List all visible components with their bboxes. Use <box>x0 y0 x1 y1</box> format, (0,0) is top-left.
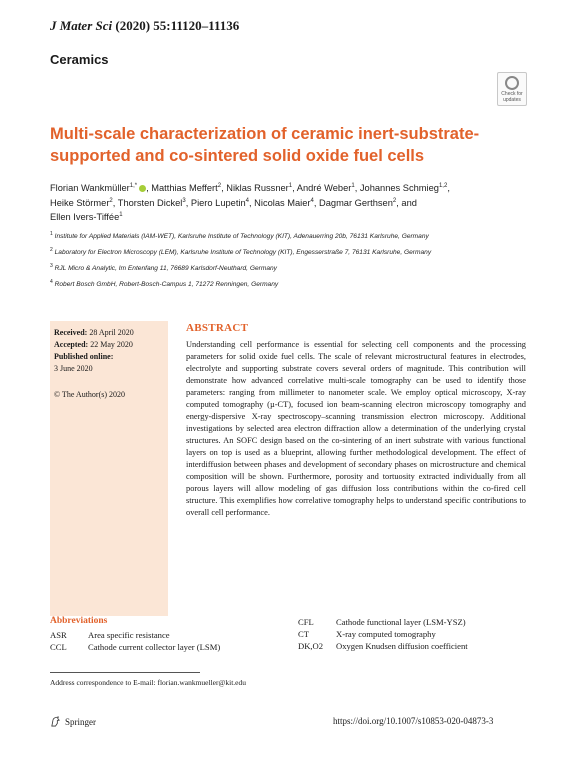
affiliation-num: 1 <box>50 231 53 237</box>
author-sup: 1,2 <box>438 183 448 189</box>
author-sup: 3 <box>182 197 186 204</box>
accepted-date <box>54 339 168 351</box>
publisher-name: Springer <box>65 716 96 727</box>
affiliation-item <box>50 228 530 244</box>
author-name[interactable]: Ellen Ivers-Tiffée <box>50 212 120 223</box>
abbreviation-value: Cathode functional layer (LSM-YSZ) <box>336 617 466 627</box>
affiliation-text: Institute for Applied Materials (IAM-WET), Karlsruhe Institute of Technology (KIT), Adenauerring 20b, 76131 Karlsruhe, Germany <box>54 233 429 241</box>
journal-reference <box>50 18 239 34</box>
author-name[interactable]: , Niklas Russner <box>221 183 289 194</box>
article-dates-panel <box>50 321 168 616</box>
footnote-divider <box>50 672 200 673</box>
author-name[interactable]: , Nicolas Maier <box>249 197 311 208</box>
author-conjunction: , and <box>396 197 417 208</box>
affiliation-text: Laboratory for Electron Microscopy (LEM), Karlsruhe Institute of Technology (KIT), Engesserstraße 7, 76131 Karlsruhe, Germany <box>54 249 432 257</box>
check-for-updates-badge[interactable] <box>497 72 527 106</box>
journal-name: J Mater Sci <box>50 18 113 33</box>
author-name[interactable]: , Thorsten Dickel <box>112 197 183 208</box>
published-date: 3 June 2020 <box>54 364 93 373</box>
abbreviation-value: Cathode current collector layer (LSM) <box>88 642 221 652</box>
author-sup: 2 <box>392 197 397 204</box>
abbreviation-row <box>50 641 220 653</box>
abstract-heading: ABSTRACT <box>186 322 249 334</box>
abbreviation-key: CFL <box>298 617 314 627</box>
affiliation-num: 3 <box>50 262 53 269</box>
abbreviation-row <box>298 640 468 652</box>
author-name[interactable]: , Piero Lupetin <box>185 197 246 208</box>
abbreviation-row <box>298 616 468 628</box>
check-updates-label: Check for updates <box>501 91 523 103</box>
author-sup: 1 <box>119 212 123 219</box>
affiliation-text: RJL Micro & Analytic, Im Entenfang 11, 76689 Karlsdorf-Neuthard, Germany <box>54 264 277 272</box>
abstract-section <box>186 322 526 519</box>
affiliation-item <box>50 276 530 292</box>
affiliation-text: Robert Bosch GmbH, Robert-Bosch-Campus 1, 71272 Renningen, Germany <box>54 280 279 288</box>
publisher-logo <box>50 716 96 727</box>
author-list: Florian Wankmüller$^{1,*}$ , Matthias Meffert$^2$, Niklas Russner$^1$, André Weber$^1$, Johannes Schmieg$^{1,2}$, Heike Störmer$^2$, Thorsten Dickel$^3$, Piero Lupetin$^4$, Nicolas Maier$^4$, Dagmar Gerthsen$^2$, and Ellen Ivers-Tiffée$^1$ <box>50 183 450 223</box>
license-notice: © The Author(s) 2020 <box>54 390 126 399</box>
abstract-text: Understanding cell performance is essential for selecting cell components and the processing parameters for solid oxide fuel cells. The scale of relevant microstructural features in electrodes, electrolyte and supporting substrate covers several orders of magnitude. This contribution will demonstrate how advanced correlative multi-scale tomography can be used to identify those parameters: ranging from millimeter to nanometer scale. We employ optical microscopy, X-ray computed tomography (µ-CT), focused ion beam-scanning electron microscopy tomography and energy-dispersive X-ray spectroscopy–scanning transmission electron microscopy. Additional investigations by selected area electron diffraction allow a determination of the underlying crystal structures. An SOFC design based on the co-sintering of an inert substrate with various functional layers on top is used as a blueprint, allowing further methodological development. The effect of interdiffusion between phases and development of secondary phases on microstructure and chemical composition will be shown. Furthermore, porosity and tortuosity extracted individually from all porous layers will allow modeling of gas diffusion loss contributions within the co-fired cell structure. This exemplifies how correlative tomography helps to understand specific contributions to overall cell performance. <box>186 340 526 517</box>
check-updates-icon <box>505 76 519 90</box>
published-label-text: Published online: <box>54 352 114 361</box>
received-label: Received: <box>54 328 88 337</box>
affiliation-num: 2 <box>50 246 53 253</box>
author-sup: 1 <box>288 183 293 189</box>
accepted-value: 22 May 2020 <box>90 340 133 349</box>
abbreviation-key: CT <box>298 629 309 639</box>
abbreviations-left <box>50 629 220 653</box>
affiliations <box>50 228 530 292</box>
abbreviations-heading: Abbreviations <box>50 616 108 626</box>
author-sup: 1,* <box>129 183 138 189</box>
author-name[interactable]: , Dagmar Gerthsen <box>313 197 393 208</box>
section-label: Ceramics <box>50 52 109 67</box>
abbreviation-key: DK,O2 <box>298 641 324 651</box>
article-title: Multi-scale characterization of ceramic inert-substrate-supported and co-sintered solid oxide fuel cells <box>50 125 480 165</box>
accepted-label: Accepted: <box>54 340 89 349</box>
published-label <box>54 351 168 363</box>
abbreviations-right <box>298 616 468 652</box>
abbreviation-value: Area specific resistance <box>88 630 170 640</box>
author-sup: 4 <box>245 197 250 204</box>
author-name[interactable]: Heike Störmer <box>50 197 110 208</box>
affiliation-item <box>50 244 530 260</box>
abbreviation-key: CCL <box>50 642 67 652</box>
affiliation-num: 4 <box>50 278 53 285</box>
abbreviation-key: ASR <box>50 630 67 640</box>
author-sup: 1 <box>351 183 355 189</box>
abbreviation-value: X-ray computed tomography <box>336 629 436 639</box>
abbreviation-row <box>298 628 468 640</box>
springer-horse-icon <box>50 716 61 727</box>
author-sup: 4 <box>310 197 314 204</box>
author-sup: 2 <box>109 197 113 204</box>
affiliation-item <box>50 260 530 276</box>
author-name[interactable]: Florian Wankmüller <box>50 183 130 194</box>
abbreviation-value: Oxygen Knudsen diffusion coefficient <box>336 641 468 651</box>
received-value: 28 April 2020 <box>89 328 134 337</box>
author-name[interactable]: , André Weber <box>292 183 352 194</box>
abbreviation-row <box>50 629 220 641</box>
received-date <box>54 327 168 339</box>
author-name[interactable]: , Johannes Schmieg <box>354 183 439 194</box>
correspondence-note[interactable]: Address correspondence to E-mail: florian.wankmueller@kit.edu <box>50 678 247 687</box>
author-sup: 2 <box>217 183 222 189</box>
doi-link[interactable]: https://doi.org/10.1007/s10853-020-04873-3 <box>333 716 494 726</box>
journal-volume: (2020) 55:11120–11136 <box>115 18 240 33</box>
author-name[interactable]: , Matthias Meffert <box>146 183 218 194</box>
